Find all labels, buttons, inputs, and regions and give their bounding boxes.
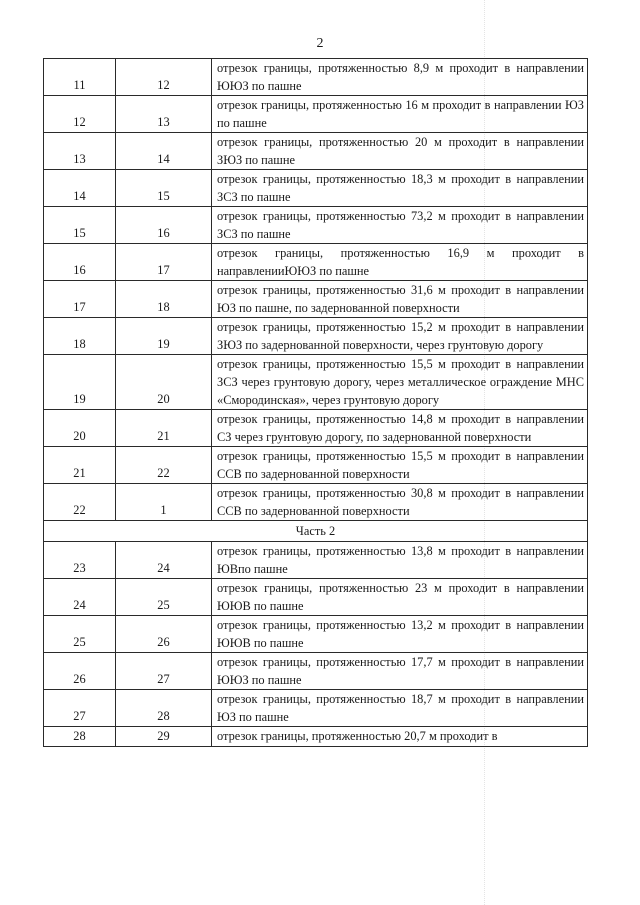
- point-from-cell: 24: [44, 579, 116, 616]
- table-row: [44, 579, 588, 616]
- part2-body: [44, 542, 588, 747]
- point-to-cell: 20: [116, 355, 212, 410]
- table-row: [44, 616, 588, 653]
- table-row: [44, 410, 588, 447]
- point-from-cell: 21: [44, 447, 116, 484]
- point-from-cell: 17: [44, 281, 116, 318]
- point-to-cell: 1: [116, 484, 212, 521]
- table-row: [44, 59, 588, 96]
- point-to-cell: 14: [116, 133, 212, 170]
- segment-description-cell: отрезок границы, протяженностью 13,2 м проходит в направлении ЮЮВ по пашне: [212, 616, 588, 653]
- table-row: [44, 133, 588, 170]
- point-from-cell: 19: [44, 355, 116, 410]
- point-from-cell: 28: [44, 727, 116, 747]
- table-row: [44, 170, 588, 207]
- table-row: [44, 244, 588, 281]
- segment-description-cell: отрезок границы, протяженностью 18,7 м проходит в направлении ЮЗ по пашне: [212, 690, 588, 727]
- point-to-cell: 13: [116, 96, 212, 133]
- part-2-label: Часть 2: [44, 521, 588, 542]
- point-to-cell: 29: [116, 727, 212, 747]
- segment-description-cell: отрезок границы, протяженностью 15,5 м проходит в направлении ССВ по задернованной поверхности: [212, 447, 588, 484]
- point-to-cell: 25: [116, 579, 212, 616]
- segment-description-cell: отрезок границы, протяженностью 8,9 м проходит в направлении ЮЮЗ по пашне: [212, 59, 588, 96]
- point-to-cell: 15: [116, 170, 212, 207]
- segment-description-cell: отрезок границы, протяженностью 20 м проходит в направлении ЗЮЗ по пашне: [212, 133, 588, 170]
- page-number: 2: [316, 36, 324, 51]
- point-from-cell: 14: [44, 170, 116, 207]
- point-from-cell: 26: [44, 653, 116, 690]
- segment-description-cell: отрезок границы, протяженностью 30,8 м проходит в направлении ССВ по задернованной поверхности: [212, 484, 588, 521]
- segment-description-cell: отрезок границы, протяженностью 15,2 м проходит в направлении ЗЮЗ по задернованной поверхности, через грунтовую дорогу: [212, 318, 588, 355]
- point-from-cell: 11: [44, 59, 116, 96]
- point-from-cell: 18: [44, 318, 116, 355]
- point-from-cell: 22: [44, 484, 116, 521]
- point-to-cell: 27: [116, 653, 212, 690]
- segment-description-cell: отрезок границы, протяженностью 31,6 м проходит в направлении ЮЗ по пашне, по задернованной поверхности: [212, 281, 588, 318]
- point-from-cell: 12: [44, 96, 116, 133]
- segment-description-cell: отрезок границы, протяженностью 14,8 м проходит в направлении СЗ через грунтовую дорогу, по задернованной поверхности: [212, 410, 588, 447]
- table-row: [44, 727, 588, 747]
- table-row: [44, 542, 588, 579]
- segment-description-cell: отрезок границы, протяженностью 16,9 м проходит в направленииЮЮЗ по пашне: [212, 244, 588, 281]
- point-to-cell: 24: [116, 542, 212, 579]
- table-row: [44, 207, 588, 244]
- point-from-cell: 20: [44, 410, 116, 447]
- segment-description-cell: отрезок границы, протяженностью 17,7 м проходит в направлении ЮЮЗ по пашне: [212, 653, 588, 690]
- point-from-cell: 25: [44, 616, 116, 653]
- table-row: [44, 653, 588, 690]
- table-row: [44, 281, 588, 318]
- table-row: [44, 690, 588, 727]
- point-to-cell: 28: [116, 690, 212, 727]
- table-row: [44, 484, 588, 521]
- point-from-cell: 27: [44, 690, 116, 727]
- point-to-cell: 21: [116, 410, 212, 447]
- segment-description-cell: отрезок границы, протяженностью 13,8 м проходит в направлении ЮВпо пашне: [212, 542, 588, 579]
- point-from-cell: 13: [44, 133, 116, 170]
- table-row: [44, 355, 588, 410]
- boundary-table: [43, 58, 588, 747]
- segment-description-cell: отрезок границы, протяженностью 73,2 м проходит в направлении ЗСЗ по пашне: [212, 207, 588, 244]
- part1-body: [44, 59, 588, 521]
- segment-description-cell: отрезок границы, протяженностью 15,5 м проходит в направлении ЗСЗ через грунтовую дорогу, через металлическое ограждение МНС «Смородинская», через грунтовую дорогу: [212, 355, 588, 410]
- segment-description-cell: отрезок границы, протяженностью 20,7 м проходит в: [212, 727, 588, 747]
- point-to-cell: 17: [116, 244, 212, 281]
- segment-description-cell: отрезок границы, протяженностью 18,3 м проходит в направлении ЗСЗ по пашне: [212, 170, 588, 207]
- part2-header-body: [44, 521, 588, 542]
- point-from-cell: 16: [44, 244, 116, 281]
- point-to-cell: 19: [116, 318, 212, 355]
- point-from-cell: 15: [44, 207, 116, 244]
- point-to-cell: 22: [116, 447, 212, 484]
- point-to-cell: 12: [116, 59, 212, 96]
- table-row: [44, 447, 588, 484]
- segment-description-cell: отрезок границы, протяженностью 16 м проходит в направлении ЮЗ по пашне: [212, 96, 588, 133]
- point-from-cell: 23: [44, 542, 116, 579]
- table-row: [44, 318, 588, 355]
- segment-description-cell: отрезок границы, протяженностью 23 м проходит в направлении ЮЮВ по пашне: [212, 579, 588, 616]
- point-to-cell: 18: [116, 281, 212, 318]
- part-divider-row: [44, 521, 588, 542]
- point-to-cell: 26: [116, 616, 212, 653]
- point-to-cell: 16: [116, 207, 212, 244]
- table-row: [44, 96, 588, 133]
